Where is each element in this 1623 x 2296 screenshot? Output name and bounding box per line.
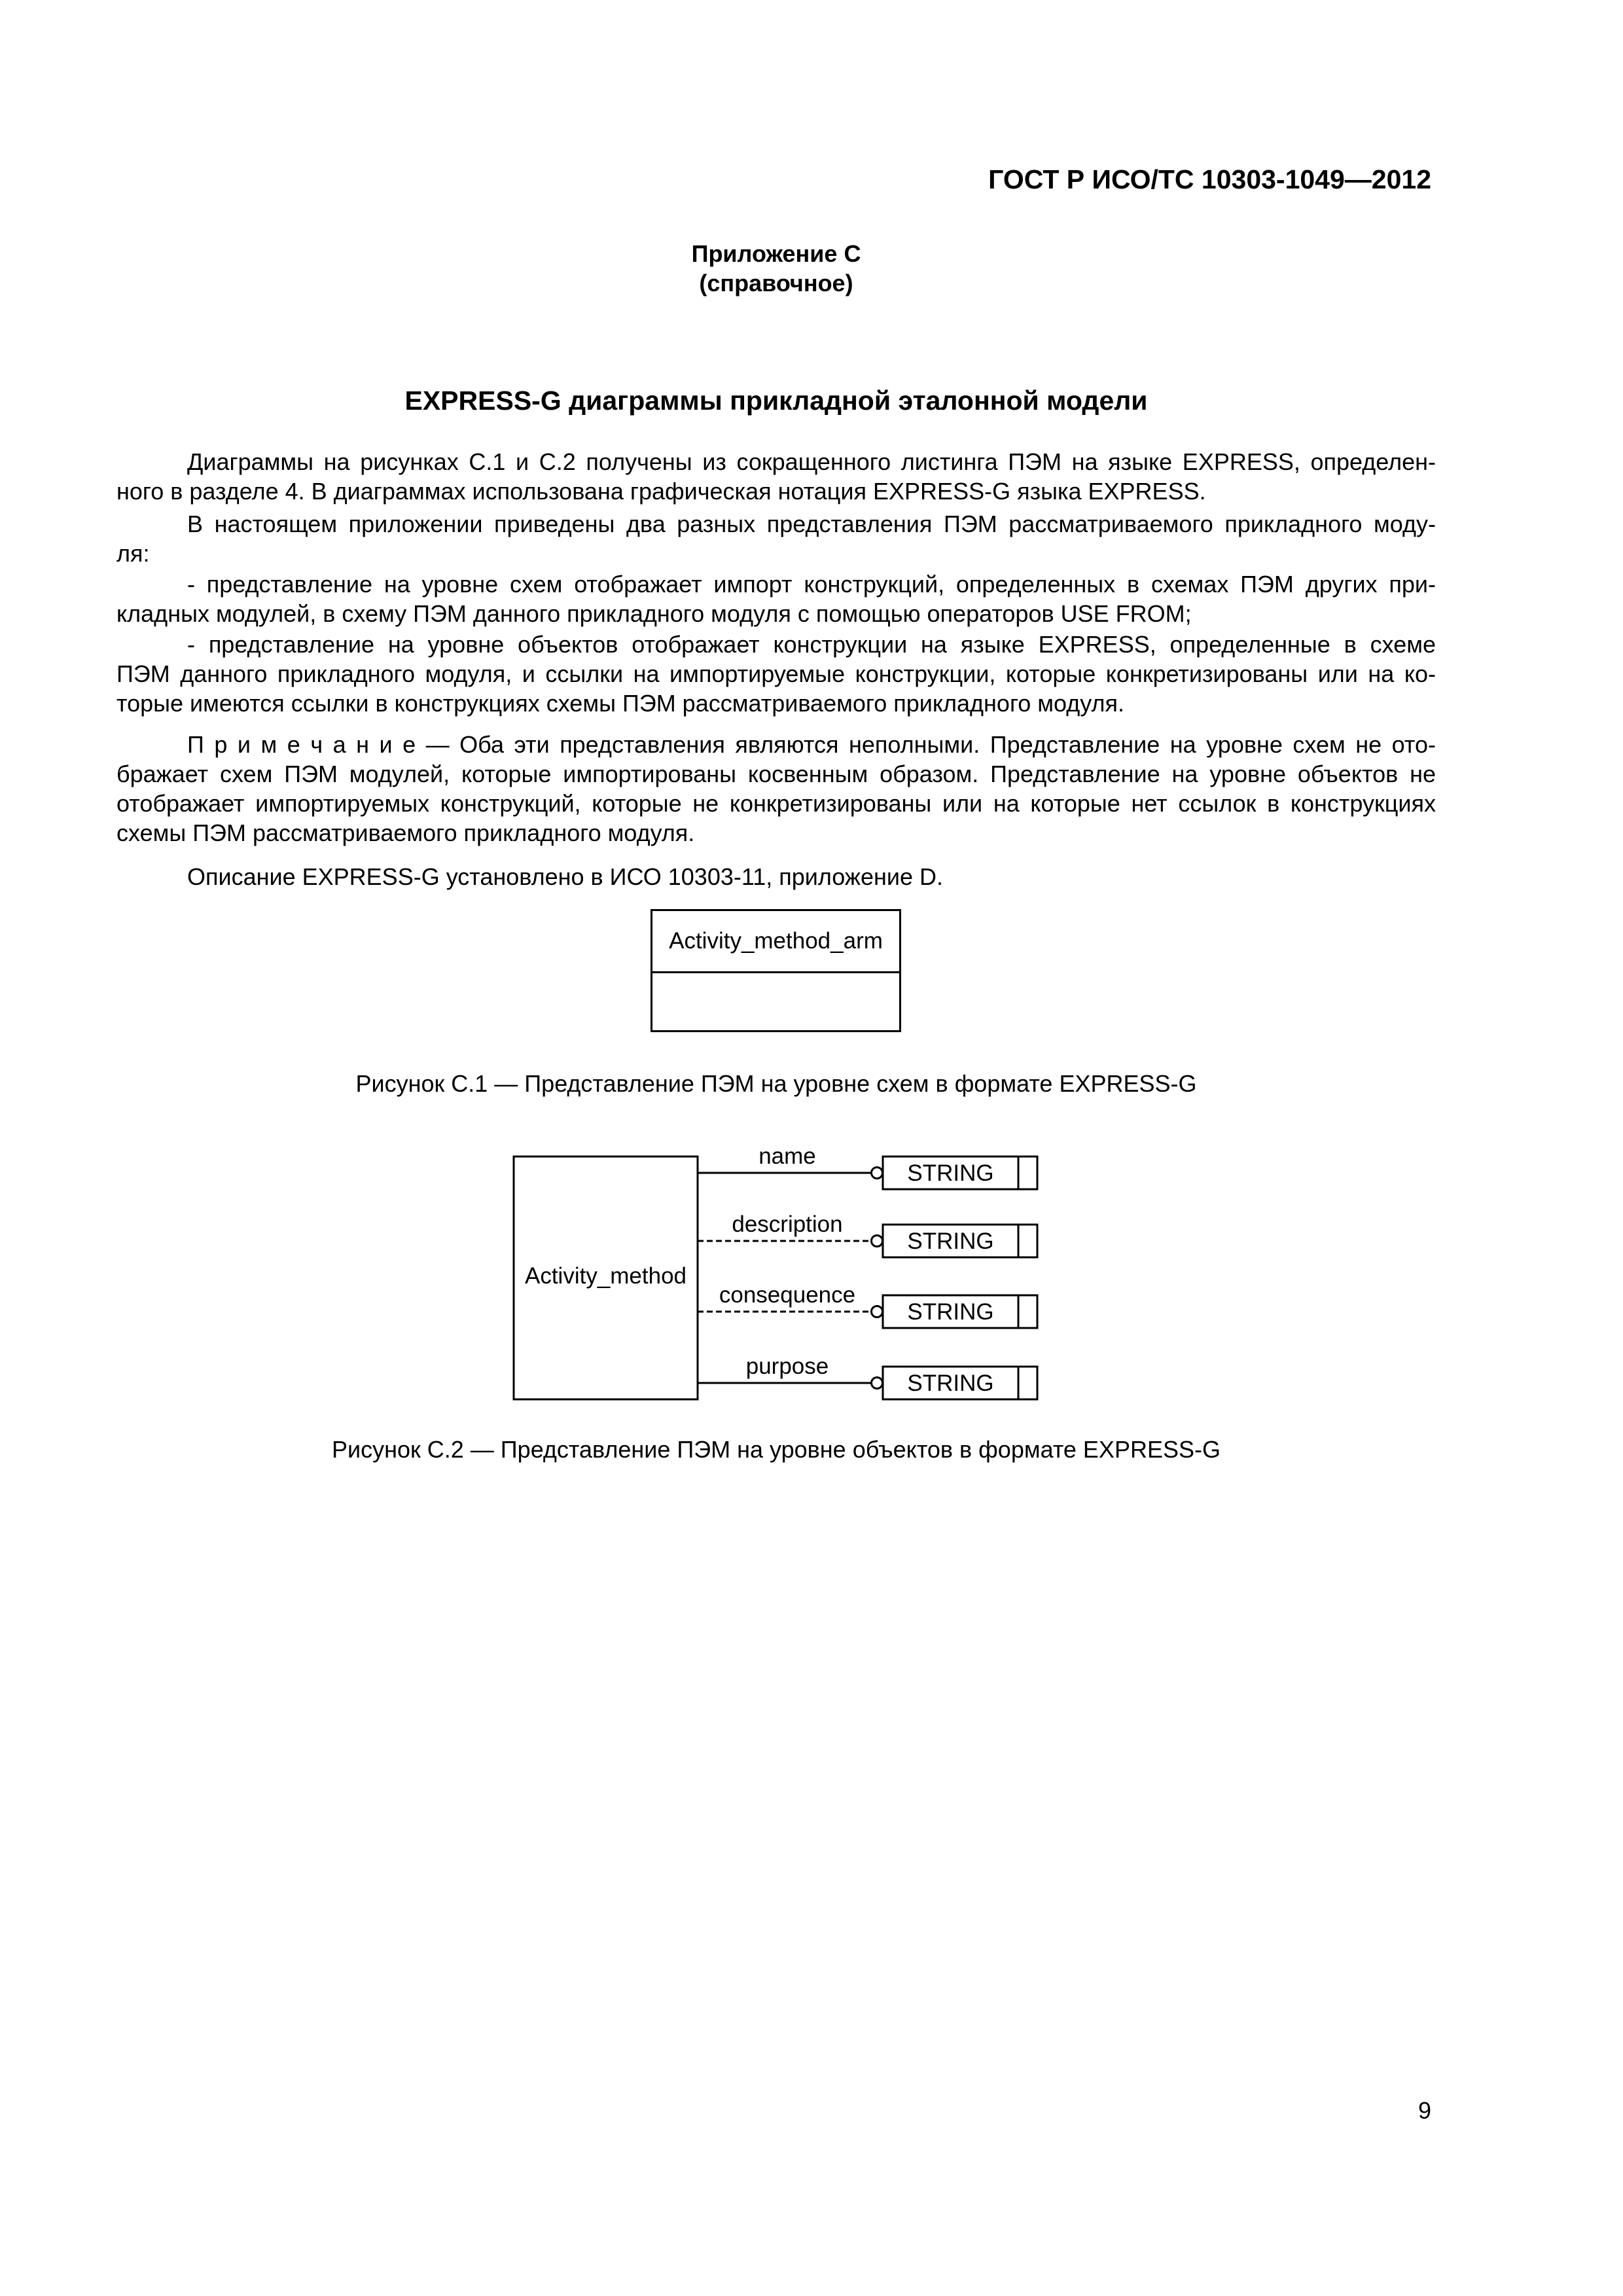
note xyxy=(116,730,1436,848)
attribute-name: name xyxy=(758,1143,816,1169)
entity-box-activity-method-arm xyxy=(651,909,901,1032)
list-item-object-level xyxy=(116,630,1436,718)
attribute-type: STRING xyxy=(907,1371,994,1396)
note-label: П р и м е ч а н и е xyxy=(187,731,416,758)
page-number: 9 xyxy=(1418,2097,1431,2124)
note-line xyxy=(116,730,1436,759)
relation-end-circle xyxy=(872,1306,883,1318)
attribute-row xyxy=(698,1143,1037,1189)
list-item-line: кладных модулей, в схему ПЭМ данного прикладного модуля с помощью операторов USE FROM; xyxy=(116,600,1192,627)
figure-c2-caption: Рисунок С.2 — Представление ПЭМ на уровне объектов в формате EXPRESS-G xyxy=(332,1436,1221,1463)
attribute-type: STRING xyxy=(907,1160,994,1186)
note-line: схемы ПЭМ рассматриваемого прикладного модуля. xyxy=(116,819,695,846)
list-item-line: ПЭМ данного прикладного модуля, и ссылки на импортируемые конструкции, которые конкретизированы или на ко- xyxy=(116,660,1436,687)
section-title: EXPRESS-G диаграммы прикладной эталонной модели xyxy=(404,386,1148,416)
paragraph-representations xyxy=(116,509,1436,568)
relation-end-circle xyxy=(872,1378,883,1389)
list-item-line: торые имеются ссылки в конструкциях схемы ПЭМ рассматриваемого прикладного модуля. xyxy=(116,690,1125,717)
attribute-row xyxy=(698,1354,1037,1399)
note-line: отображает импортируемых конструкций, которые не конкретизированы или на которые нет ссылок в конструкциях xyxy=(116,790,1436,817)
entity-name: Activity_method xyxy=(524,1263,687,1289)
attribute-type: STRING xyxy=(907,1299,994,1325)
attribute-row xyxy=(698,1282,1037,1328)
list-item-schema-level xyxy=(116,569,1436,628)
attribute-name: consequence xyxy=(719,1282,856,1308)
paragraph-line: Диаграммы на рисунках С.1 и С.2 получены из сокращенного листинга ПЭМ на языке EXPRESS, определен- xyxy=(187,448,1436,475)
list-item-line: - представление на уровне объектов отображает конструкции на языке EXPRESS, определенные в схеме xyxy=(187,631,1436,658)
attribute-name: description xyxy=(732,1211,843,1237)
paragraph-line: В настоящем приложении приведены два разных представления ПЭМ рассматриваемого прикладного моду- xyxy=(187,511,1436,537)
relation-end-circle xyxy=(872,1168,883,1179)
relation-end-circle xyxy=(872,1236,883,1247)
annex-status: (справочное) xyxy=(699,270,853,296)
entity-name: Activity_method_arm xyxy=(652,911,899,973)
note-text: — Оба эти представления являются неполными. Представление на уровне схем не ото- xyxy=(425,731,1436,758)
paragraph-diagrams-intro xyxy=(116,447,1436,506)
document-number: ГОСТ Р ИСО/ТС 10303-1049—2012 xyxy=(988,164,1431,194)
figure-c1-caption: Рисунок С.1 — Представление ПЭМ на уровне схем в формате EXPRESS-G xyxy=(355,1070,1197,1097)
paragraph-line: Описание EXPRESS-G установлено в ИСО 10303-11, приложение D. xyxy=(187,863,943,890)
list-item-line: - представление на уровне схем отображает импорт конструкций, определенных в схемах ПЭМ других при- xyxy=(187,571,1436,598)
attribute-type: STRING xyxy=(907,1229,994,1254)
annex-title: Приложение С xyxy=(691,240,861,267)
attribute-name: purpose xyxy=(745,1354,829,1379)
paragraph-line: ля: xyxy=(116,540,150,567)
paragraph-express-g-reference xyxy=(116,862,1436,891)
paragraph-line: ного в разделе 4. В диаграммах использована графическая нотация EXPRESS-G языка EXPRESS. xyxy=(116,478,1206,505)
entity-body xyxy=(652,973,899,1030)
figure-c2-diagram xyxy=(497,1139,1060,1414)
note-line: бражает схем ПЭМ модулей, которые импортированы косвенным образом. Представление на уровне объектов не xyxy=(116,761,1436,787)
attribute-row xyxy=(698,1211,1037,1257)
